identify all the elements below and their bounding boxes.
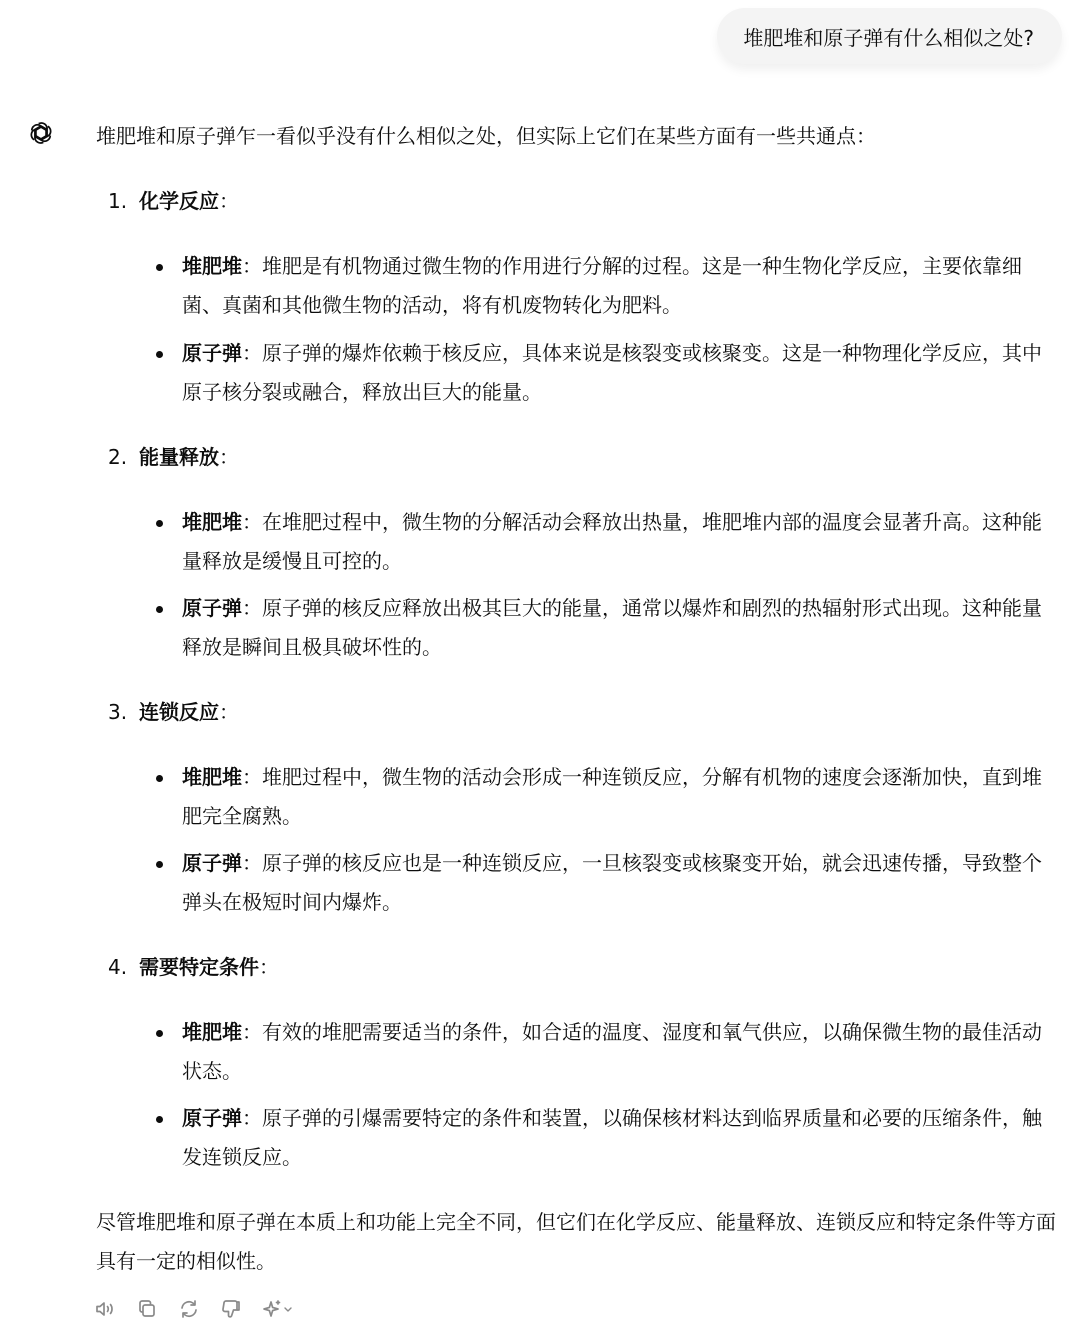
section-number: 1. bbox=[108, 189, 128, 213]
bullet-dot bbox=[156, 351, 163, 358]
bullet-sep: ： bbox=[242, 765, 262, 789]
bullet-label: 堆肥堆 bbox=[182, 254, 242, 278]
bullet-sep: ： bbox=[242, 596, 262, 620]
bullet-label: 原子弹 bbox=[182, 596, 242, 620]
bullet-label: 原子弹 bbox=[182, 1106, 242, 1130]
list-item bbox=[182, 1013, 1052, 1091]
copy-icon[interactable] bbox=[134, 1296, 160, 1322]
list-item bbox=[182, 1099, 1052, 1177]
bullet-text: 有效的堆肥需要适当的条件，如合适的温度、湿度和氧气供应，以确保微生物的最佳活动状态。 bbox=[182, 1020, 1042, 1083]
bullet-label: 堆肥堆 bbox=[182, 1020, 242, 1044]
bullet-sep: ： bbox=[242, 341, 262, 365]
bullet-label: 堆肥堆 bbox=[182, 510, 242, 534]
list-item bbox=[182, 758, 1052, 836]
bullet-dot bbox=[156, 1030, 163, 1037]
thumbs-down-icon[interactable] bbox=[218, 1296, 244, 1322]
section-title: 化学反应 bbox=[139, 189, 219, 213]
bullet-text: 堆肥过程中，微生物的活动会形成一种连锁反应，分解有机物的速度会逐渐加快，直到堆肥完全腐熟。 bbox=[182, 765, 1042, 828]
message-actions bbox=[92, 1296, 296, 1322]
section-heading bbox=[108, 187, 239, 215]
bullet-dot bbox=[156, 1116, 163, 1123]
bullet-sep: ： bbox=[242, 510, 262, 534]
bullet-sep: ： bbox=[242, 851, 262, 875]
section-suffix: ： bbox=[219, 189, 239, 213]
bullet-text: 原子弹的核反应也是一种连锁反应，一旦核裂变或核聚变开始，就会迅速传播，导致整个弹头在极短时间内爆炸。 bbox=[182, 851, 1042, 914]
section-heading bbox=[108, 953, 279, 981]
bullet-sep: ： bbox=[242, 254, 262, 278]
section-number: 4. bbox=[108, 955, 128, 979]
section-suffix: ： bbox=[219, 445, 239, 469]
bullet-label: 堆肥堆 bbox=[182, 765, 242, 789]
bullet-label: 原子弹 bbox=[182, 341, 242, 365]
section-number: 3. bbox=[108, 700, 128, 724]
bullet-label: 原子弹 bbox=[182, 851, 242, 875]
section-number: 2. bbox=[108, 445, 128, 469]
user-message-bubble bbox=[717, 8, 1062, 64]
list-item bbox=[182, 844, 1052, 922]
list-item bbox=[182, 503, 1052, 581]
bullet-dot bbox=[156, 775, 163, 782]
bullet-sep: ： bbox=[242, 1106, 262, 1130]
bullet-dot bbox=[156, 606, 163, 613]
user-message-text: 堆肥堆和原子弹有什么相似之处? bbox=[743, 25, 1034, 50]
section-title: 需要特定条件 bbox=[139, 955, 259, 979]
bullet-sep: ： bbox=[242, 1020, 262, 1044]
bullet-dot bbox=[156, 861, 163, 868]
section-heading bbox=[108, 698, 239, 726]
regenerate-icon[interactable] bbox=[176, 1296, 202, 1322]
section-heading bbox=[108, 443, 239, 471]
speaker-icon[interactable] bbox=[92, 1296, 118, 1322]
bullet-dot bbox=[156, 264, 163, 271]
bullet-text: 堆肥是有机物通过微生物的作用进行分解的过程。这是一种生物化学反应，主要依靠细菌、真菌和其他微生物的活动，将有机废物转化为肥料。 bbox=[182, 254, 1022, 317]
bullet-text: 原子弹的爆炸依赖于核反应，具体来说是核裂变或核聚变。这是一种物理化学反应，其中原子核分裂或融合，释放出巨大的能量。 bbox=[182, 341, 1042, 404]
list-item bbox=[182, 589, 1052, 667]
section-title: 连锁反应 bbox=[139, 700, 219, 724]
assistant-logo-icon bbox=[28, 120, 54, 146]
bullet-text: 原子弹的核反应释放出极其巨大的能量，通常以爆炸和剧烈的热辐射形式出现。这种能量释放是瞬间且极具破坏性的。 bbox=[182, 596, 1042, 659]
bullet-text: 在堆肥过程中，微生物的分解活动会释放出热量，堆肥堆内部的温度会显著升高。这种能量释放是缓慢且可控的。 bbox=[182, 510, 1042, 573]
sparkle-model-icon[interactable] bbox=[260, 1296, 296, 1322]
assistant-intro: 堆肥堆和原子弹乍一看似乎没有什么相似之处，但实际上它们在某些方面有一些共通点： bbox=[96, 124, 876, 148]
bullet-text: 原子弹的引爆需要特定的条件和装置，以确保核材料达到临界质量和必要的压缩条件，触发连锁反应。 bbox=[182, 1106, 1042, 1169]
list-item bbox=[182, 247, 1052, 325]
bullet-dot bbox=[156, 520, 163, 527]
assistant-conclusion: 尽管堆肥堆和原子弹在本质上和功能上完全不同，但它们在化学反应、能量释放、连锁反应和特定条件等方面具有一定的相似性。 bbox=[96, 1210, 1056, 1273]
section-suffix: ： bbox=[219, 700, 239, 724]
section-suffix: ： bbox=[259, 955, 279, 979]
list-item bbox=[182, 334, 1052, 412]
section-title: 能量释放 bbox=[139, 445, 219, 469]
